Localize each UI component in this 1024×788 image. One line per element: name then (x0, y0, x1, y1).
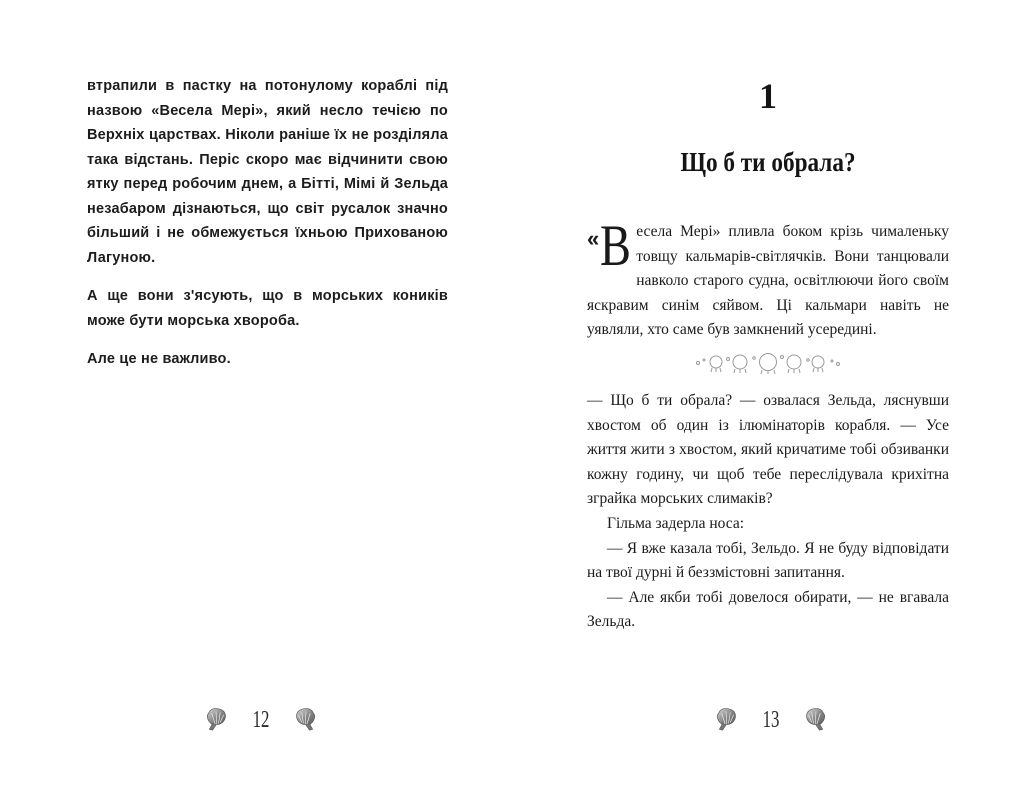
paragraph: — Я вже казала тобі, Зельдо. Я не буду відповідати на твої дурні й беззмістовні запитання. (587, 539, 949, 582)
paragraph: — Що б ти обрала? — озвалася Зельда, ляснувши хвостом об один із ілюмінаторів корабля. — Усе життя жити з хвостом, який кричатиме тобі обзиванки кожну годину, чи щоб тебе переслідувала крихітна зграйка морських слимаків? (587, 392, 949, 508)
paragraph: — Але якби тобі довелося обирати, — не вгавала Зельда. (587, 588, 949, 631)
chapter-dialogue (587, 389, 949, 635)
page-footer-right (715, 700, 827, 740)
seashell-icon (205, 705, 227, 735)
seashell-icon (805, 705, 827, 735)
page-number: 12 (252, 706, 270, 733)
opening-paragraph (587, 213, 949, 343)
left-page-body (87, 74, 448, 386)
right-page (512, 0, 1024, 788)
paragraph: А ще вони з'ясують, що в морських коників може бути морська хвороба. (87, 288, 448, 329)
paragraph: втрапили в пастку на потонулому кораблі під назвою «Весела Мері», який несло течією по Верхніх царствах. Ніколи раніше їх не розділяла така відстань. Періс скоро має відчинити свою ятку перед робочим днем, а Бітті, Мімі й Зельда незабаром дізнаються, що світ русалок значно більший і не обмежується їхньою Прихованою Лагуною. (87, 78, 448, 266)
page-number: 13 (762, 706, 780, 733)
chapter-title: Що б ти обрала? (680, 147, 856, 177)
seashell-icon (715, 705, 737, 735)
seashell-icon (295, 705, 317, 735)
paragraph: Гільма задерла носа: (607, 514, 745, 532)
chapter-opening (587, 213, 949, 343)
opening-quote: « (587, 226, 600, 251)
drop-cap: В (600, 213, 632, 278)
page-footer-left (205, 700, 317, 740)
jellyfish-ornament-icon (690, 351, 846, 375)
opening-text: есела Мері» пливла боком крізь чималеньку товщу кальмарів-світлячків. Вони танцювали навколо старого судна, освітлюючи його своїм яскравим синім сяйвом. Ці кальмари навіть не уявляли, хто саме був замкнений усередині. (587, 223, 949, 338)
chapter-number: 1 (759, 76, 777, 116)
paragraph: Але це не важливо. (87, 351, 231, 367)
